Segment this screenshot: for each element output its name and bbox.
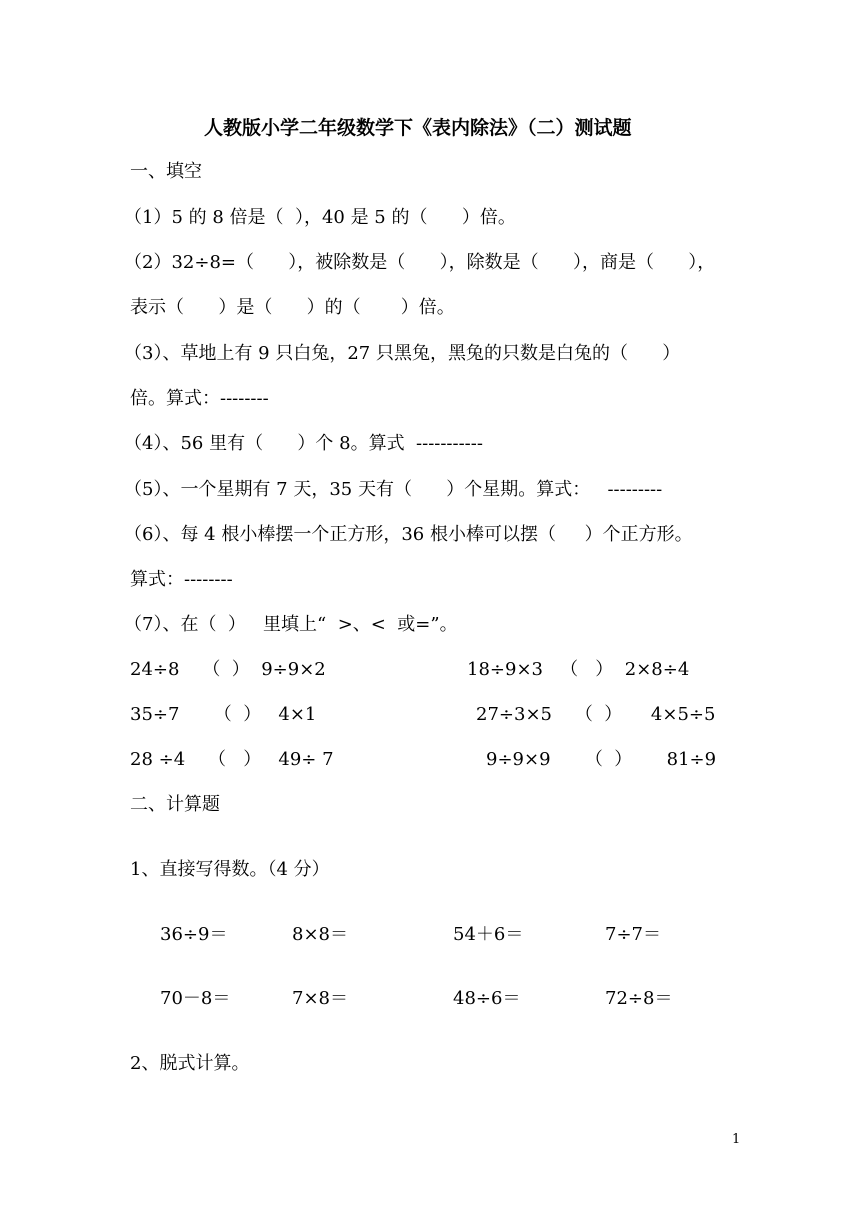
page-title: 人教版小学二年级数学下《表内除法》（二）测试题 <box>204 117 632 139</box>
question-3-line-1: （3）、草地上有 9 只白兔，27 只黑兔，黑兔的只数是白兔的（ ） <box>124 343 681 364</box>
calc-item: 7÷7＝ <box>605 924 661 945</box>
compare-right-3: 9÷9×9 （ ） 81÷9 <box>486 749 717 770</box>
subsection-step-calculation: 2、脱式计算。 <box>130 1053 250 1074</box>
calc-item: 54＋6＝ <box>453 924 524 945</box>
question-6-line-2: 算式：-------- <box>130 569 233 590</box>
question-2-line-2: 表示（ ）是（ ）的（ ）倍。 <box>130 297 455 318</box>
compare-right-2: 27÷3×5 （ ） 4×5÷5 <box>476 704 716 725</box>
subsection-direct-answer: 1、直接写得数。（4 分） <box>130 859 330 880</box>
compare-left-3: 28 ÷4 （ ） 49÷ 7 <box>130 749 334 770</box>
question-2-line-1: （2）32÷8=（ ），被除数是（ ），除数是（ ），商是（ ）， <box>124 252 716 273</box>
calc-item: 70－8＝ <box>160 988 231 1009</box>
calc-item: 48÷6＝ <box>453 988 521 1009</box>
question-7: （7）、在（ ） 里填上“ >、< 或=”。 <box>124 614 458 635</box>
question-5: （5）、一个星期有 7 天，35 天有（ ）个星期。算式： --------- <box>124 479 663 500</box>
question-4: （4）、56 里有（ ）个 8。算式 ----------- <box>124 433 483 454</box>
question-1: （1）5 的 8 倍是（ ），40 是 5 的（ ）倍。 <box>124 207 516 228</box>
page-number: 1 <box>732 1132 741 1147</box>
calc-item: 72÷8＝ <box>605 988 673 1009</box>
question-6-line-1: （6）、每 4 根小棒摆一个正方形，36 根小棒可以摆（ ）个正方形。 <box>124 524 693 545</box>
compare-left-1: 24÷8 （ ） 9÷9×2 <box>130 659 326 680</box>
section-heading-calculation: 二、计算题 <box>130 794 220 815</box>
compare-right-1: 18÷9×3 （ ） 2×8÷4 <box>467 659 690 680</box>
compare-left-2: 35÷7 （ ） 4×1 <box>130 704 317 725</box>
calc-item: 7×8＝ <box>292 988 348 1009</box>
section-heading-fill-in: 一、填空 <box>130 161 202 182</box>
calc-item: 8×8＝ <box>292 924 348 945</box>
question-3-line-2: 倍。算式：-------- <box>130 388 269 409</box>
calc-item: 36÷9＝ <box>160 924 228 945</box>
